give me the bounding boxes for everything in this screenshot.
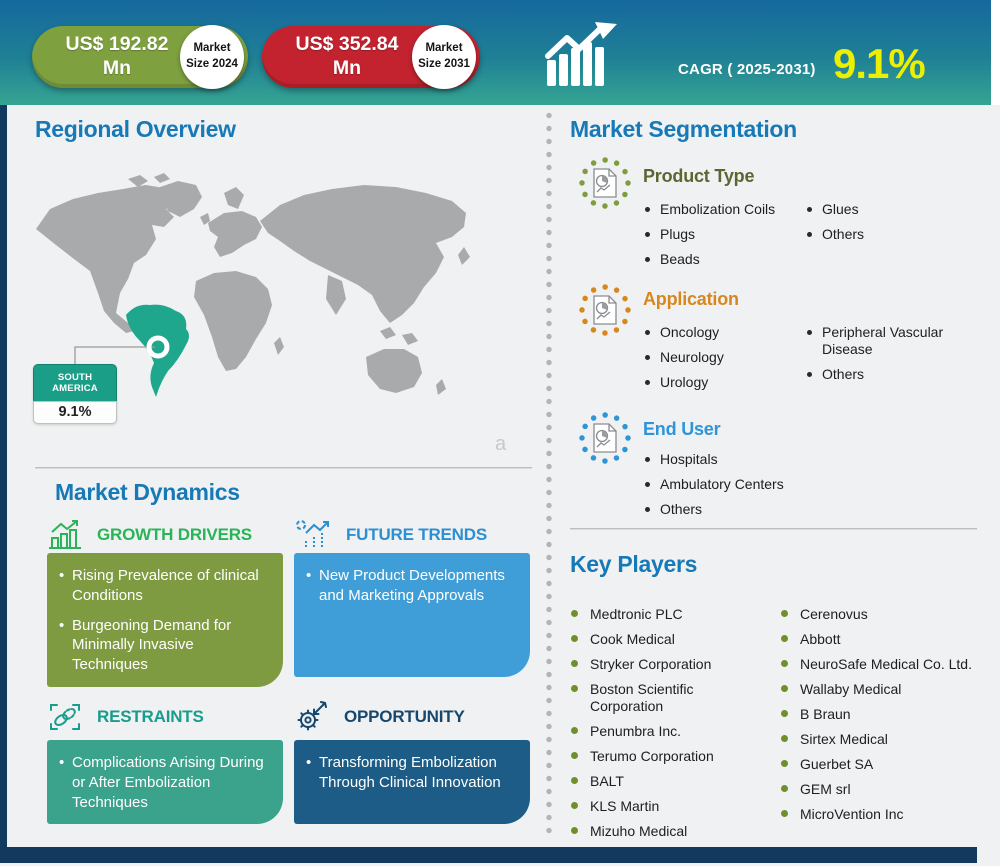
footer-bar <box>0 847 977 863</box>
bar-chart-rising-arrow-icon <box>545 20 625 90</box>
application-list-col1 <box>643 324 793 391</box>
key-player: NeuroSafe Medical Co. Ltd. <box>780 656 990 673</box>
market-size-2024-text <box>44 33 190 81</box>
map-scandinavia <box>224 187 244 209</box>
chain-links-in-brackets-icon <box>48 701 84 733</box>
growth-driver-item: • Burgeoning Demand for Minimally Invasive Techniques <box>59 616 273 675</box>
future-trends-label: FUTURE TRENDS <box>346 525 487 544</box>
segment-item: Plugs <box>643 226 793 243</box>
market-size-2031-value: US$ 352.84 <box>295 33 399 56</box>
bar-chart-up-arrow-icon <box>48 519 84 551</box>
key-player: Mizuho Medical <box>570 823 762 840</box>
growth-driver-item: • Rising Prevalence of clinical Conditions <box>59 566 273 606</box>
restraints-box <box>47 740 283 824</box>
map-arctic-island <box>154 173 170 183</box>
opportunity-label: OPPORTUNITY <box>344 707 465 726</box>
end-user-list-col1 <box>643 451 833 518</box>
segment-item: Ambulatory Centers <box>643 476 833 493</box>
key-players-title: Key Players <box>570 551 698 577</box>
cagr-label: CAGR ( 2025-2031) <box>678 61 816 78</box>
segment-item: Others <box>643 501 833 518</box>
badge-line-2: Size 2031 <box>418 58 470 70</box>
key-player: Sirtex Medical <box>780 731 990 748</box>
key-player: KLS Martin <box>570 798 762 815</box>
badge-line-2: Size 2024 <box>186 58 238 70</box>
market-size-2031-badge <box>412 25 476 89</box>
key-player: Medtronic PLC <box>570 606 762 623</box>
south-america-callout <box>33 364 117 424</box>
key-player: MicroVention Inc <box>780 806 990 823</box>
segment-item: Others <box>805 226 955 243</box>
key-players-col2 <box>780 606 990 823</box>
map-se-asia-island <box>380 327 396 339</box>
key-player: BALT <box>570 773 762 790</box>
segment-item: Oncology <box>643 324 793 341</box>
map-new-zealand <box>436 379 446 395</box>
cagr-value: 9.1% <box>833 40 925 87</box>
key-player: GEM srl <box>780 781 990 798</box>
key-player: B Braun <box>780 706 990 723</box>
map-se-asia-island <box>402 333 418 345</box>
callout-region-value: 9.1% <box>33 401 117 424</box>
future-trend-item: • New Product Developments and Marketing Approvals <box>306 566 520 606</box>
product-type-label: Product Type <box>643 166 755 186</box>
market-size-2024-value: US$ 192.82 <box>65 33 169 56</box>
market-size-2024-badge <box>180 25 244 89</box>
dotted-chart-trend-arrow-icon <box>295 519 333 551</box>
restraints-label: RESTRAINTS <box>97 707 204 726</box>
application-group-icon <box>577 282 633 338</box>
map-south-america-region <box>126 305 189 397</box>
map-madagascar <box>274 337 284 355</box>
regional-overview-title: Regional Overview <box>35 116 236 142</box>
map-india <box>326 275 346 315</box>
product-type-list-col2 <box>805 201 955 243</box>
restraint-item: • Complications Arising During or After Embolization Techniques <box>59 753 273 812</box>
market-dynamics-title: Market Dynamics <box>55 479 240 505</box>
future-trends-box <box>294 553 530 677</box>
application-label: Application <box>643 289 739 309</box>
key-player: Abbott <box>780 631 990 648</box>
key-player: Guerbet SA <box>780 756 990 773</box>
market-size-2024-unit: Mn <box>102 57 132 79</box>
key-player: Boston Scientific Corporation <box>570 681 762 715</box>
segment-item: Others <box>805 366 953 383</box>
section-divider-left <box>35 467 532 469</box>
product-type-list-col1 <box>643 201 793 268</box>
segment-item: Peripheral Vascular Disease <box>805 324 953 358</box>
map-europe <box>208 211 262 257</box>
opportunity-box <box>294 740 530 824</box>
map-africa <box>194 271 272 371</box>
segment-item: Glues <box>805 201 955 218</box>
callout-connector-line <box>75 347 155 364</box>
vertical-dotted-divider <box>546 112 553 839</box>
key-player: Cerenovus <box>780 606 990 623</box>
key-player: Penumbra Inc. <box>570 723 762 740</box>
segment-item: Neurology <box>643 349 793 366</box>
segment-item: Hospitals <box>643 451 833 468</box>
left-frame-strip <box>0 105 7 863</box>
watermark: a <box>495 433 507 455</box>
callout-region-label: SOUTH AMERICA <box>33 364 117 401</box>
future-trends-header <box>295 518 487 552</box>
opportunity-header <box>295 700 465 734</box>
growth-drivers-box <box>47 553 283 687</box>
key-player: Stryker Corporation <box>570 656 762 673</box>
key-player: Cook Medical <box>570 631 762 648</box>
segment-item: Beads <box>643 251 793 268</box>
growth-drivers-label: GROWTH DRIVERS <box>97 525 252 544</box>
key-player: Terumo Corporation <box>570 748 762 765</box>
opportunity-item: • Transforming Embolization Through Clinical Innovation <box>306 753 520 793</box>
restraints-header <box>48 700 204 734</box>
map-australia <box>366 349 422 393</box>
growth-drivers-header <box>48 518 252 552</box>
segment-item: Embolization Coils <box>643 201 793 218</box>
header-band <box>0 0 991 105</box>
key-players-col1 <box>570 606 762 840</box>
market-size-2031-pill <box>262 26 480 88</box>
end-user-label: End User <box>643 419 721 439</box>
product-type-group-icon <box>577 155 633 211</box>
key-player: Wallaby Medical <box>780 681 990 698</box>
badge-line-1: Market <box>425 42 463 55</box>
application-list-col2 <box>805 324 953 383</box>
market-size-2031-text <box>274 33 420 81</box>
market-segmentation-title: Market Segmentation <box>570 116 797 142</box>
segment-item: Urology <box>643 374 793 391</box>
end-user-group-icon <box>577 410 633 466</box>
gear-with-dart-icon <box>295 701 331 733</box>
market-size-2024-pill <box>32 26 248 88</box>
map-japan <box>458 247 470 265</box>
section-divider-right <box>570 528 977 530</box>
map-asia <box>260 185 466 323</box>
badge-line-1: Market <box>193 42 231 55</box>
market-size-2031-unit: Mn <box>332 57 362 79</box>
